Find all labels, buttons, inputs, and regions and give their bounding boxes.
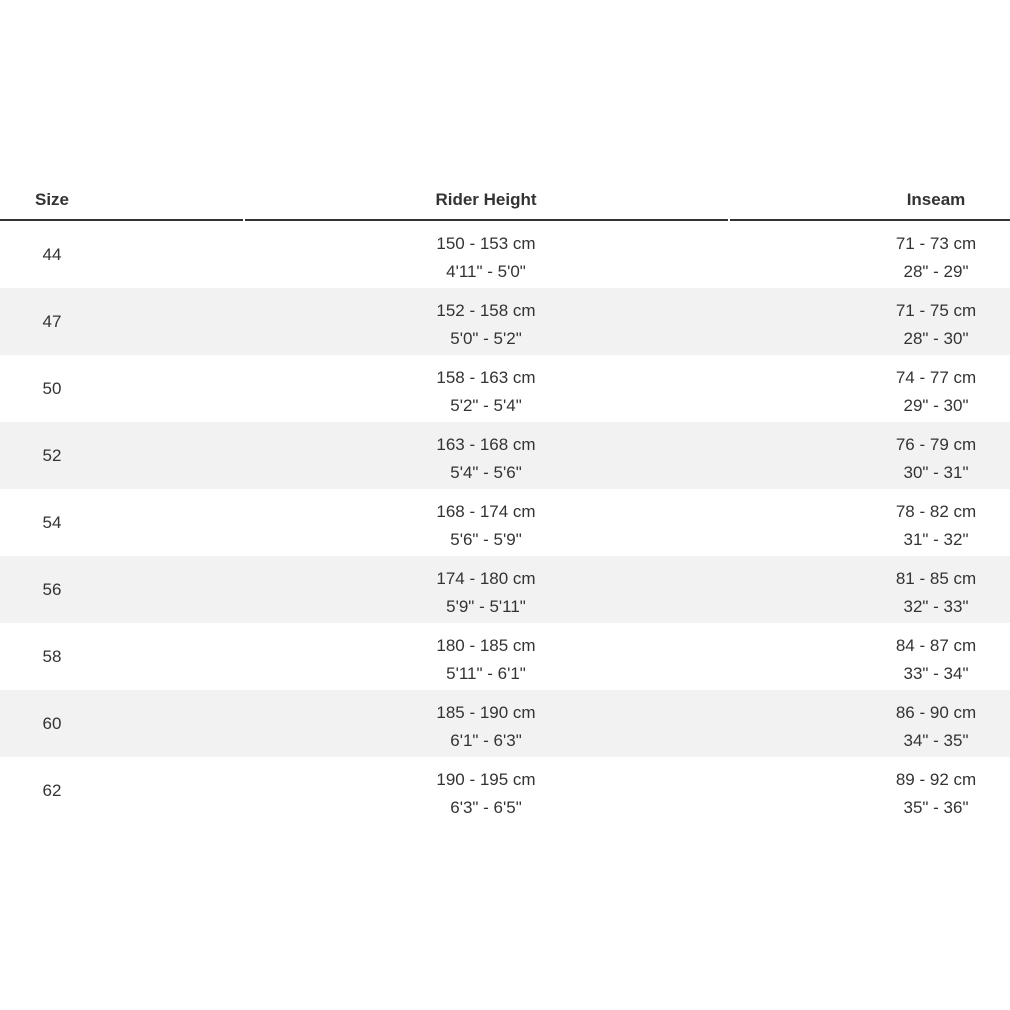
header-inseam-label: Inseam (906, 190, 966, 209)
rider-height-ft: 5'11" - 6'1" (446, 664, 526, 683)
inseam-cm: 71 - 73 cm (895, 234, 977, 253)
inseam-cell (862, 766, 1010, 822)
rider-height-cm: 190 - 195 cm (436, 770, 536, 789)
inseam-in: 34" - 35" (903, 731, 969, 750)
rider-height-ft: 5'9" - 5'11" (446, 597, 526, 616)
rider-height-cell (393, 565, 579, 621)
table-row (0, 221, 1010, 288)
size-cell: 44 (42, 245, 62, 264)
rider-height-ft: 5'6" - 5'9" (450, 530, 522, 549)
inseam-cell (862, 632, 1010, 688)
inseam-cm: 84 - 87 cm (895, 636, 977, 655)
rider-height-cell (393, 431, 579, 487)
rider-height-cm: 174 - 180 cm (436, 569, 536, 588)
table-header-row (0, 181, 1010, 221)
rider-height-cell (393, 364, 579, 420)
inseam-in: 33" - 34" (903, 664, 969, 683)
inseam-cm: 78 - 82 cm (895, 502, 977, 521)
inseam-in: 29" - 30" (903, 396, 969, 415)
inseam-cell (862, 364, 1010, 420)
rider-height-cell (393, 297, 579, 353)
table-row (0, 757, 1010, 824)
header-cell-rider-height (245, 181, 728, 221)
rider-height-cell (393, 498, 579, 554)
table-row (0, 623, 1010, 690)
rider-height-cm: 152 - 158 cm (436, 301, 536, 320)
header-size-label: Size (34, 190, 70, 209)
inseam-cm: 86 - 90 cm (895, 703, 977, 722)
inseam-cell (862, 297, 1010, 353)
inseam-in: 28" - 29" (903, 262, 969, 281)
rider-height-cm: 150 - 153 cm (436, 234, 536, 253)
inseam-cell (862, 498, 1010, 554)
size-cell: 54 (42, 513, 62, 532)
inseam-in: 31" - 32" (903, 530, 969, 549)
table-row (0, 355, 1010, 422)
size-cell: 60 (42, 714, 62, 733)
inseam-in: 28" - 30" (903, 329, 969, 348)
inseam-in: 32" - 33" (903, 597, 969, 616)
rider-height-cm: 158 - 163 cm (436, 368, 536, 387)
inseam-in: 30" - 31" (903, 463, 969, 482)
size-cell: 56 (42, 580, 62, 599)
inseam-cell (862, 230, 1010, 286)
size-chart-table (0, 181, 1010, 824)
rider-height-cell (393, 699, 579, 755)
header-rider-height-label: Rider Height (435, 190, 537, 209)
table-row (0, 422, 1010, 489)
inseam-cell (862, 431, 1010, 487)
rider-height-ft: 6'1" - 6'3" (450, 731, 522, 750)
rider-height-cm: 180 - 185 cm (436, 636, 536, 655)
size-cell: 58 (42, 647, 62, 666)
table-row (0, 288, 1010, 355)
table-row (0, 556, 1010, 623)
rider-height-cm: 163 - 168 cm (436, 435, 536, 454)
size-cell: 52 (42, 446, 62, 465)
rider-height-cm: 185 - 190 cm (436, 703, 536, 722)
table-row (0, 489, 1010, 556)
rider-height-ft: 6'3" - 6'5" (450, 798, 522, 817)
rider-height-ft: 5'0" - 5'2" (450, 329, 522, 348)
header-cell-size (0, 181, 243, 221)
size-cell: 62 (42, 781, 62, 800)
inseam-cm: 71 - 75 cm (895, 301, 977, 320)
table-row (0, 690, 1010, 757)
rider-height-cell (393, 766, 579, 822)
size-cell: 50 (42, 379, 62, 398)
header-cell-inseam (730, 181, 1010, 221)
inseam-in: 35" - 36" (903, 798, 969, 817)
inseam-cm: 81 - 85 cm (895, 569, 977, 588)
rider-height-ft: 4'11" - 5'0" (446, 262, 526, 281)
rider-height-cell (393, 230, 579, 286)
inseam-cm: 89 - 92 cm (895, 770, 977, 789)
inseam-cm: 76 - 79 cm (895, 435, 977, 454)
table-body (0, 221, 1010, 824)
inseam-cell (862, 699, 1010, 755)
rider-height-cell (393, 632, 579, 688)
inseam-cell (862, 565, 1010, 621)
inseam-cm: 74 - 77 cm (895, 368, 977, 387)
size-cell: 47 (42, 312, 62, 331)
rider-height-cm: 168 - 174 cm (436, 502, 536, 521)
rider-height-ft: 5'4" - 5'6" (450, 463, 522, 482)
rider-height-ft: 5'2" - 5'4" (450, 396, 522, 415)
